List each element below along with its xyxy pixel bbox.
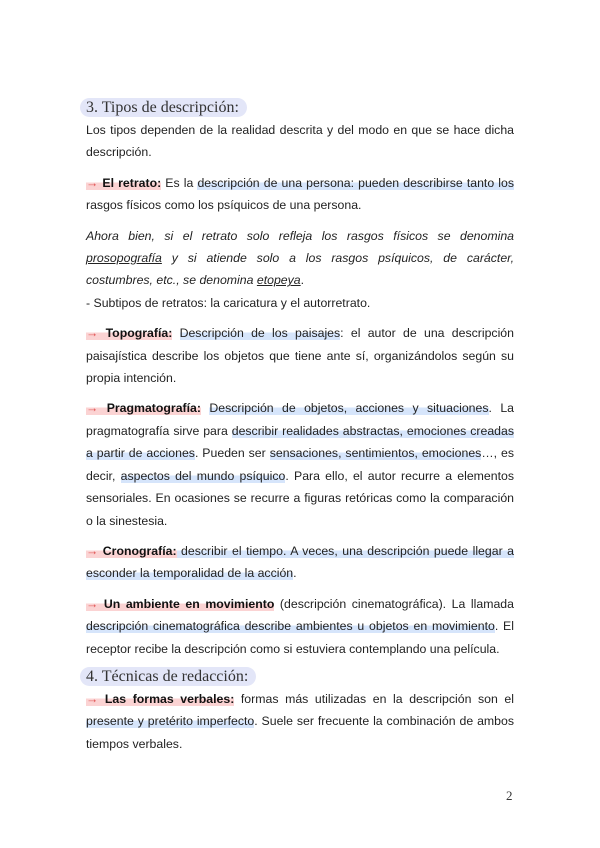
topografia-highlight: Descripción de los paisajes <box>179 326 341 341</box>
pragmatografia-highlight-3: sensaciones, sentimientos, emociones <box>269 446 482 461</box>
arrow-icon: → <box>86 326 99 341</box>
cronografia-label: → Cronografía: <box>86 543 177 558</box>
arrow-icon: → <box>86 596 99 611</box>
pragmatografia-label: → Pragmatografía: <box>86 401 201 416</box>
arrow-icon: → <box>86 691 99 706</box>
cronografia-paragraph: → Cronografía: describir el tiempo. A veces, una descripción puede llegar a esconder la temporalidad de la acción. <box>86 543 514 581</box>
ambiente-paragraph: → Un ambiente en movimiento (descripción cinematográfica). La llamada descripción cinematográfica describe ambientes u objetos en movimiento. El receptor recibe la descripción como si estuviera contemplando una película. <box>86 596 514 656</box>
term-prosopografia: prosopografía <box>86 251 162 266</box>
retrato-note: Ahora bien, si el retrato solo refleja los rasgos físicos se denomina prosopografía y si atiende solo a los rasgos psíquicos, de carácter, costumbres, etc., se denomina etopeya. <box>86 228 514 288</box>
page-content <box>86 97 514 755</box>
arrow-icon: → <box>86 401 99 416</box>
types-intro: Los tipos dependen de la realidad descrita y del modo en que se hace dicha descripción. <box>86 123 514 160</box>
retrato-highlight: descripción de una persona: pueden describirse tanto los <box>197 175 514 190</box>
pragmatografia-paragraph: → Pragmatografía: Descripción de objetos, acciones y situaciones. La pragmatografía sirve para describir realidades abstractas, emociones creadas a partir de acciones. Pueden ser sensaciones, sentimientos, emociones…, es decir, aspectos del mundo psíquico. Para ello, el autor recurre a elementos sensoriales. En ocasiones se recurre a figuras retóricas como la comparación o la sinestesia. <box>86 401 514 528</box>
formas-label: → Las formas verbales: <box>86 691 235 706</box>
ambiente-highlight: descripción cinematográfica describe ambientes u objetos en movimiento <box>86 619 495 634</box>
topografia-label: → Topografía: <box>86 326 173 341</box>
pragmatografia-highlight-2: describir realidades abstractas, emociones creadas a partir de acciones <box>86 423 514 461</box>
arrow-icon: → <box>86 543 99 558</box>
pragmatografia-highlight-4: aspectos del mundo psíquico <box>120 468 286 483</box>
formas-highlight: presente y pretérito imperfecto <box>86 714 255 729</box>
topografia-paragraph: → Topografía: Descripción de los paisajes: el autor de una descripción paisajística describe los objetos que tiene ante sí, organizándolos según su propia intención. <box>86 326 514 386</box>
section-4-heading: 4. Técnicas de redacción: <box>80 666 514 688</box>
cronografia-highlight: describir el tiempo. A veces, una descripción puede llegar a esconder la temporalidad de la acción <box>86 543 514 581</box>
retrato-subtypes: - Subtipos de retratos: la caricatura y el autorretrato. <box>86 295 371 310</box>
retrato-label: → El retrato: <box>86 175 162 190</box>
page-number: 2 <box>506 788 513 803</box>
pragmatografia-highlight-1: Descripción de objetos, acciones y situaciones <box>209 401 489 416</box>
ambiente-label: → Un ambiente en movimiento <box>86 596 275 611</box>
retrato-paragraph: → El retrato: Es la descripción de una persona: pueden describirse tanto los rasgos físicos como los psíquicos de una persona. <box>86 175 514 213</box>
arrow-icon: → <box>86 175 99 190</box>
section-3-heading: 3. Tipos de descripción: <box>80 97 514 119</box>
term-etopeya: etopeya <box>256 273 301 288</box>
formas-paragraph: → Las formas verbales: formas más utilizadas en la descripción son el presente y pretérito imperfecto. Suele ser frecuente la combinación de ambos tiempos verbales. <box>86 691 514 751</box>
